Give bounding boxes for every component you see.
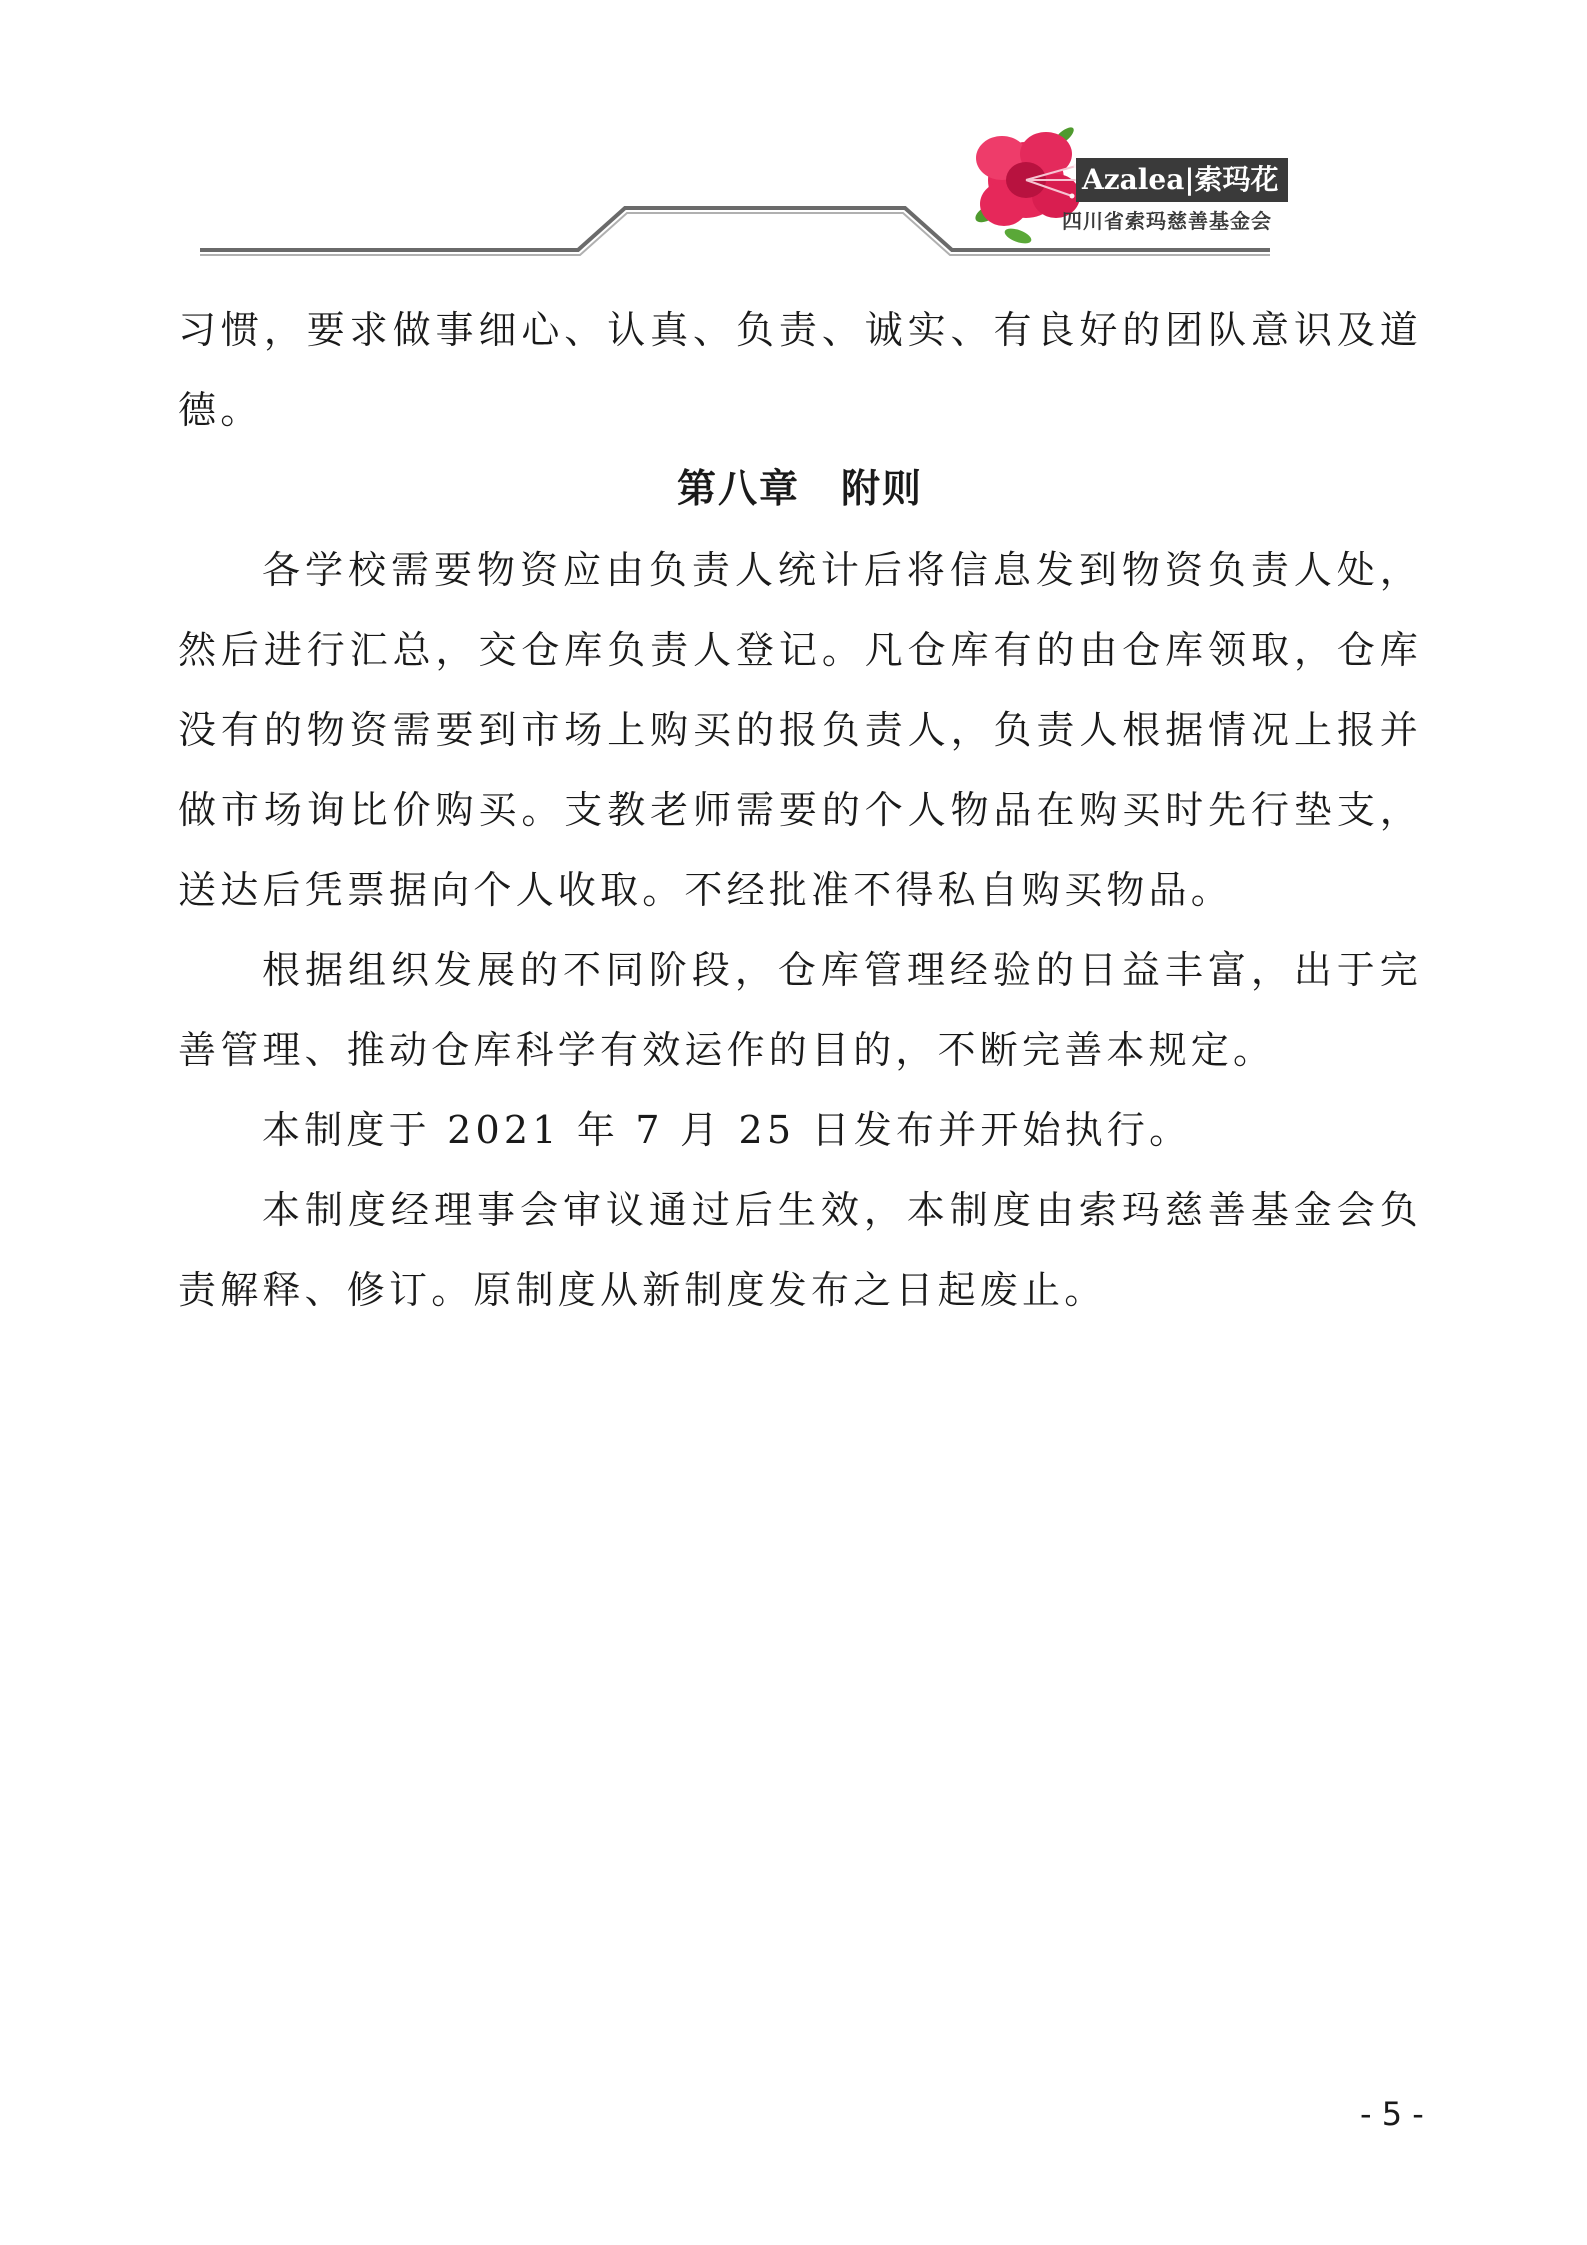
continuation-paragraph: 习惯，要求做事细心、认真、负责、诚实、有良好的团队意识及道德。 <box>178 308 1422 432</box>
document-body <box>178 290 1422 1330</box>
paragraph-improvement: 根据组织发展的不同阶段，仓库管理经验的日益丰富，出于完善管理、推动仓库科学有效运作的目的，不断完善本规定。 <box>178 948 1422 1072</box>
header-divider <box>0 0 1587 270</box>
chapter-title: 第八章 附则 <box>676 467 923 512</box>
page-number: - 5 - <box>1360 2095 1424 2133</box>
paragraph-effective-date: 本制度于 2021 年 7 月 25 日发布并开始执行。 <box>262 1108 1192 1152</box>
organization-name: 四川省索玛慈善基金会 <box>1062 209 1272 233</box>
paragraph-procurement: 各学校需要物资应由负责人统计后将信息发到物资负责人处，然后进行汇总，交仓库负责人登记。凡仓库有的由仓库领取，仓库没有的物资需要到市场上购买的报负责人，负责人根据情况上报并做市场询比价购买。支教老师需要的个人物品在购买时先行垫支，送达后凭票据向个人收取。不经批准不得私自购买物品。 <box>178 548 1422 912</box>
brand-name: Azalea|索玛花 <box>1076 158 1288 202</box>
paragraph-interpretation: 本制度经理事会审议通过后生效，本制度由索玛慈善基金会负责解释、修订。原制度从新制度发布之日起废止。 <box>178 1188 1422 1312</box>
